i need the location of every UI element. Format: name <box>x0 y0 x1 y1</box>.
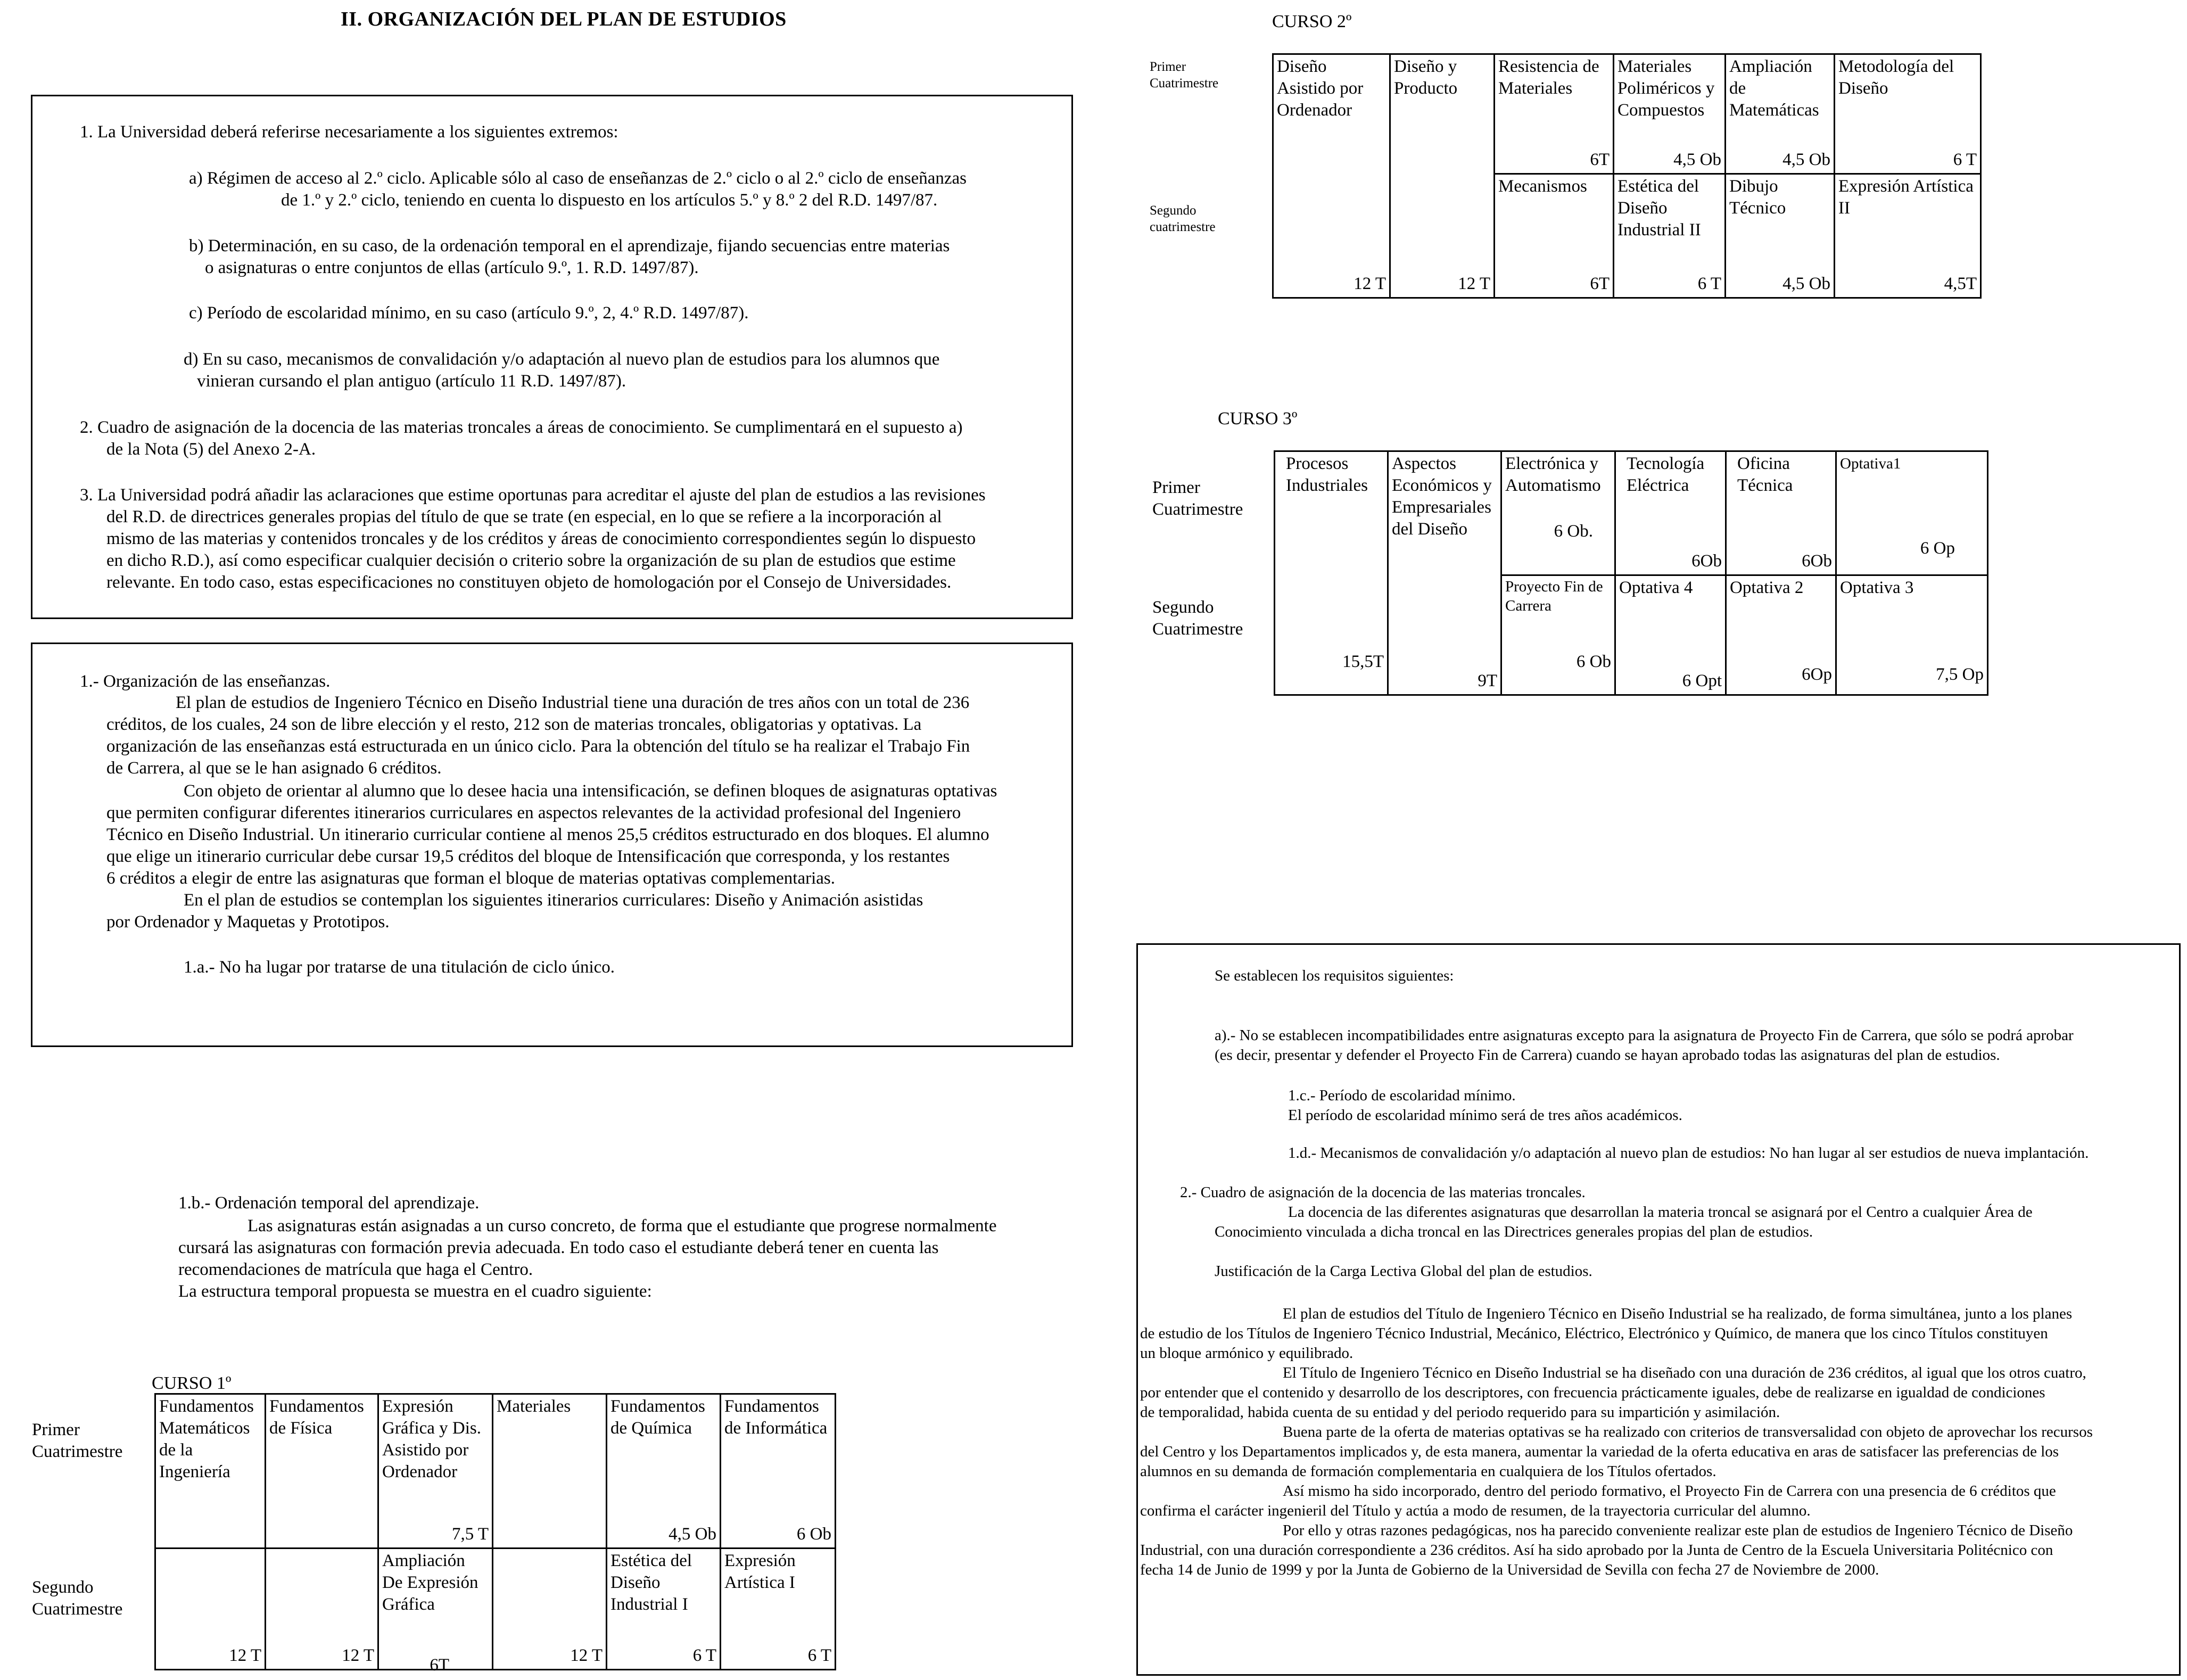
item-d-line2: vinieran cursando el plan antiguo (artículo 11 R.D. 1497/87). <box>197 372 626 391</box>
requisitos-line: Conocimiento vinculada a dicha troncal en las Directrices generales propias del plan de estudios. <box>1215 1223 1813 1240</box>
organizacion-line: Técnico en Diseño Industrial. Un itinerario curricular contiene al menos 25,5 créditos estructurado en dos bloques. El alumno <box>106 825 989 844</box>
curso3-segundo <box>1152 597 1243 640</box>
curso1-label: CURSO 1º <box>152 1373 232 1393</box>
organizacion-line: 6 créditos a elegir de entre las asignaturas que forman el bloque de materias optativas complementarias. <box>106 869 835 888</box>
justificacion-line: El plan de estudios del Título de Ingeniero Técnico en Diseño Industrial se ha realizado, de forma simultánea, junto a los planes <box>1283 1305 2073 1322</box>
page-title: II. ORGANIZACIÓN DEL PLAN DE ESTUDIOS <box>341 8 787 30</box>
requisitos-line: 1.c.- Período de escolaridad mínimo. <box>1288 1087 1516 1104</box>
ordenacion-heading: 1.b.- Ordenación temporal del aprendizaje. <box>178 1193 480 1213</box>
subject-cell: Optativa1 6 Op <box>1836 451 1988 575</box>
requisitos-intro: Se establecen los requisitos siguientes: <box>1215 967 1454 984</box>
subject-cell: Optativa 3 7,5 Op <box>1836 575 1988 695</box>
sem-line: Segundo <box>32 1578 94 1597</box>
justificacion-line: del Centro y los Departamentos implicados y, de esta manera, aumentar la variedad de la oferta educativa en aras de satisfacer las preferencias de los <box>1140 1443 2059 1460</box>
subject-cell: Mecanismos 6T <box>1495 174 1614 298</box>
justificacion-line: un bloque armónico y equilibrado. <box>1140 1345 1354 1362</box>
ordenacion-line: cursará las asignaturas con formación previa adecuada. En todo caso el estudiante deberá tener en cuenta las <box>178 1238 939 1257</box>
subject-cell: Electrónica y Automatismo 6 Ob. <box>1501 451 1615 575</box>
subject-cell: Tecnología Eléctrica 6Ob <box>1615 451 1726 575</box>
sem-line: Cuatrimestre <box>1150 76 1219 90</box>
subject-cell: Materiales Poliméricos y Compuestos 4,5 Ob <box>1614 54 1726 174</box>
subject-cell: 15,5T <box>1275 575 1388 695</box>
organizacion-line: que elige un itinerario curricular debe cursar 19,5 créditos del bloque de Intensificación que corresponda, y los restantes <box>106 847 950 866</box>
justificacion-line: confirma el carácter ingenieril del Título y actúa a modo de resumen, de la trayectoria curricular del alumno. <box>1140 1502 1811 1519</box>
curso1-table <box>154 1393 836 1675</box>
curso3-label: CURSO 3º <box>1218 409 1298 429</box>
item-2-line2: de la Nota (5) del Anexo 2-A. <box>106 440 316 459</box>
sem-line: Cuatrimestre <box>1152 500 1243 519</box>
organizacion-line: 1.a.- No ha lugar por tratarse de una titulación de ciclo único. <box>184 958 615 977</box>
ordenacion-line: recomendaciones de matrícula que haga el Centro. <box>178 1260 533 1279</box>
item-3-line3: mismo de las materias y contenidos troncales y de los créditos y áreas de conocimiento correspondientes según lo dispuesto <box>106 529 976 548</box>
sem-line: Cuatrimestre <box>32 1442 123 1461</box>
curso2-segundo <box>1150 202 1216 235</box>
subject-cell: Fundamentos de Física <box>266 1394 378 1549</box>
justificacion-heading: Justificación de la Carga Lectiva Global del plan de estudios. <box>1215 1263 1592 1280</box>
justificacion-line: Buena parte de la oferta de materias optativas se ha realizado con criterios de transversalidad con objeto de aprovechar los recursos <box>1283 1423 2093 1440</box>
requisitos-line: (es decir, presentar y defender el Proyecto Fin de Carrera) cuando se hayan aprobado todas las asignaturas del plan de estudios. <box>1215 1047 2000 1064</box>
subject-cell: Expresión Artística II 4,5T <box>1835 174 1981 298</box>
item-a-line1: a) Régimen de acceso al 2.º ciclo. Aplicable sólo al caso de enseñanzas de 2.º ciclo o al 2.º ciclo de enseñanzas <box>189 169 967 188</box>
justificacion-line: El Título de Ingeniero Técnico en Diseño Industrial se ha diseñado con una duración de 236 créditos, al igual que los otros cuatro, <box>1283 1364 2086 1381</box>
sem-line: cuatrimestre <box>1150 220 1216 234</box>
curso1-segundo <box>32 1577 122 1620</box>
organizacion-line: créditos, de los cuales, 24 son de libre elección y el resto, 212 son de materias troncales, obligatorias y optativas. La <box>106 715 922 734</box>
curso2-primer <box>1150 59 1218 92</box>
subject-cell: Estética del Diseño Industrial II 6 T <box>1614 174 1726 298</box>
requisitos-line: El período de escolaridad mínimo será de tres años académicos. <box>1288 1107 1682 1124</box>
sem-line: Primer <box>1152 478 1200 497</box>
subject-cell: 12 T <box>1390 174 1495 298</box>
item-b-line1: b) Determinación, en su caso, de la ordenación temporal en el aprendizaje, fijando secuencias entre materias <box>189 236 950 256</box>
subject-cell: Ampliación de Matemáticas 4,5 Ob <box>1726 54 1835 174</box>
sem-line: Segundo <box>1152 598 1214 617</box>
organizacion-line: por Ordenador y Maquetas y Prototipos. <box>106 912 390 932</box>
ordenacion-line: Las asignaturas están asignadas a un curso concreto, de forma que el estudiante que progrese normalmente <box>247 1216 997 1236</box>
organizacion-heading: 1.- Organización de las enseñanzas. <box>80 672 331 691</box>
subject-cell: Ampliación De Expresión Gráfica 6T <box>378 1549 493 1670</box>
organizacion-line: de Carrera, al que se le han asignado 6 créditos. <box>106 759 442 778</box>
subject-cell: Diseño Asistido por Ordenador <box>1273 54 1390 174</box>
subject-cell: Expresión Artística I 6 T <box>721 1549 836 1670</box>
organizacion-line: que permiten configurar diferentes itinerarios curriculares en aspectos relevantes de la actividad profesional del Ingeniero <box>106 803 961 822</box>
item-3-line5: relevante. En todo caso, estas especificaciones no constituyen objeto de homologación por el Consejo de Universidades. <box>106 573 952 592</box>
justificacion-line: de temporalidad, habida cuenta de su entidad y del periodo requerido para su impartición y asimilación. <box>1140 1404 1780 1421</box>
subject-cell: 12 T <box>1273 174 1390 298</box>
subject-cell: Proyecto Fin de Carrera 6 Ob <box>1501 575 1615 695</box>
curso1-primer <box>32 1419 122 1463</box>
justificacion-line: fecha 14 de Junio de 1999 y por la Junta de Gobierno de la Universidad de Sevilla con fecha 27 de Noviembre de 2000. <box>1140 1561 1879 1578</box>
subject-cell: Metodología del Diseño 6 T <box>1835 54 1981 174</box>
item-c-line1: c) Período de escolaridad mínimo, en su caso (artículo 9.º, 2, 4.º R.D. 1497/87). <box>189 303 749 323</box>
subject-cell: Oficina Técnica 6Ob <box>1726 451 1836 575</box>
subject-cell: 12 T <box>155 1549 266 1670</box>
subject-cell: 12 T <box>266 1549 378 1670</box>
requisitos-line: a).- No se establecen incompatibilidades entre asignaturas excepto para la asignatura de Proyecto Fin de Carrera, que sólo se podrá aprobar <box>1215 1027 2074 1044</box>
subject-cell: Materiales <box>493 1394 607 1549</box>
organizacion-line: Con objeto de orientar al alumno que lo desee hacia una intensificación, se definen bloques de asignaturas optativas <box>184 781 997 801</box>
subject-cell: Diseño y Producto <box>1390 54 1495 174</box>
sem-line: Primer <box>1150 60 1186 74</box>
subject-cell: Dibujo Técnico 4,5 Ob <box>1726 174 1835 298</box>
organizacion-line: El plan de estudios de Ingeniero Técnico en Diseño Industrial tiene una duración de tres años con un total de 236 <box>176 693 970 712</box>
sem-line: Cuatrimestre <box>1152 620 1243 639</box>
item-3-line1: 3. La Universidad podrá añadir las aclaraciones que estime oportunas para acreditar el ajuste del plan de estudios a las revisiones <box>80 485 986 505</box>
justificacion-line: de estudio de los Títulos de Ingeniero Técnico Industrial, Mecánico, Eléctrico, Electrónico y Químico, de manera que los cinco Títulos constituyen <box>1140 1325 2048 1342</box>
sem-line: Cuatrimestre <box>32 1600 123 1619</box>
requisitos-line: La docencia de las diferentes asignaturas que desarrollan la materia troncal se asignará por el Centro a cualquier Área de <box>1288 1204 2033 1221</box>
curso3-primer <box>1152 477 1243 521</box>
subject-cell: Fundamentos Matemáticos de la Ingeniería <box>155 1394 266 1549</box>
subject-cell: Optativa 4 6 Opt <box>1615 575 1726 695</box>
subject-cell: Procesos Industriales <box>1275 451 1388 575</box>
curso2-label: CURSO 2º <box>1272 12 1352 31</box>
organizacion-line: En el plan de estudios se contemplan los siguientes itinerarios curriculares: Diseño y Animación asistidas <box>184 891 923 910</box>
subject-cell: Fundamentos de Química 4,5 Ob <box>607 1394 721 1549</box>
item-3-line2: del R.D. de directrices generales propias del título de que se trate (en especial, en lo que se refiere a la incorporación al <box>106 507 942 526</box>
subject-cell: 9T <box>1388 575 1501 695</box>
organizacion-line: organización de las enseñanzas está estructurada en un único ciclo. Para la obtención del título se ha realizar el Trabajo Fin <box>106 737 970 756</box>
subject-cell: Optativa 2 6Op <box>1726 575 1836 695</box>
requisitos-line: 2.- Cuadro de asignación de la docencia de las materias troncales. <box>1180 1184 1586 1201</box>
item-a-line2: de 1.º y 2.º ciclo, teniendo en cuenta lo dispuesto en los artículos 5.º y 8.º 2 del R.D. 1497/87. <box>281 191 938 210</box>
justificacion-line: Industrial, con una duración correspondiente a 236 créditos. Así ha sido aprobado por la Junta de Centro de la Escuela Universitaria Politécnico con <box>1140 1542 2053 1559</box>
item-2-line1: 2. Cuadro de asignación de la docencia de las materias troncales a áreas de conocimiento. Se cumplimentará en el supuesto a) <box>80 418 963 437</box>
curso2-table <box>1272 53 1982 299</box>
justificacion-line: Así mismo ha sido incorporado, dentro del periodo formativo, el Proyecto Fin de Carrera con una presencia de 6 créditos que <box>1283 1483 2056 1500</box>
item-b-line2: o asignaturas o entre conjuntos de ellas (artículo 9.º, 1. R.D. 1497/87). <box>205 258 699 277</box>
ordenacion-line: La estructura temporal propuesta se muestra en el cuadro siguiente: <box>178 1282 652 1301</box>
sem-line: Primer <box>32 1420 80 1439</box>
subject-cell: Resistencia de Materiales 6T <box>1495 54 1614 174</box>
item-d-line1: d) En su caso, mecanismos de convalidación y/o adaptación al nuevo plan de estudios para los alumnos que <box>184 350 940 369</box>
justificacion-line: Por ello y otras razones pedagógicas, nos ha parecido conveniente realizar este plan de estudios de Ingeniero Técnico de Diseño <box>1283 1522 2073 1539</box>
item-1: 1. La Universidad deberá referirse necesariamente a los siguientes extremos: <box>80 122 618 142</box>
sem-line: Segundo <box>1150 203 1196 218</box>
item-3-line4: en dicho R.D.), así como especificar cualquier decisión o criterio sobre la organización de su plan de estudios que estime <box>106 551 956 570</box>
subject-cell: Aspectos Económicos y Empresariales del Diseño <box>1388 451 1501 575</box>
subject-cell: Estética del Diseño Industrial I 6 T <box>607 1549 721 1670</box>
curso3-table <box>1274 450 1988 696</box>
justificacion-line: alumnos en su demanda de formación complementaria en cualquiera de los Títulos ofertados. <box>1140 1463 1716 1480</box>
subject-cell: Fundamentos de Informática 6 Ob <box>721 1394 836 1549</box>
subject-cell: Expresión Gráfica y Dis. Asistido por Ordenador 7,5 T <box>378 1394 493 1549</box>
justificacion-line: por entender que el contenido y desarrollo de los descriptores, con frecuencia prácticamente iguales, debe de realizarse en igualdad de condiciones <box>1140 1384 2045 1401</box>
subject-cell: 12 T <box>493 1549 607 1670</box>
requisitos-line: 1.d.- Mecanismos de convalidación y/o adaptación al nuevo plan de estudios: No han lugar al ser estudios de nueva implantación. <box>1288 1144 2089 1162</box>
